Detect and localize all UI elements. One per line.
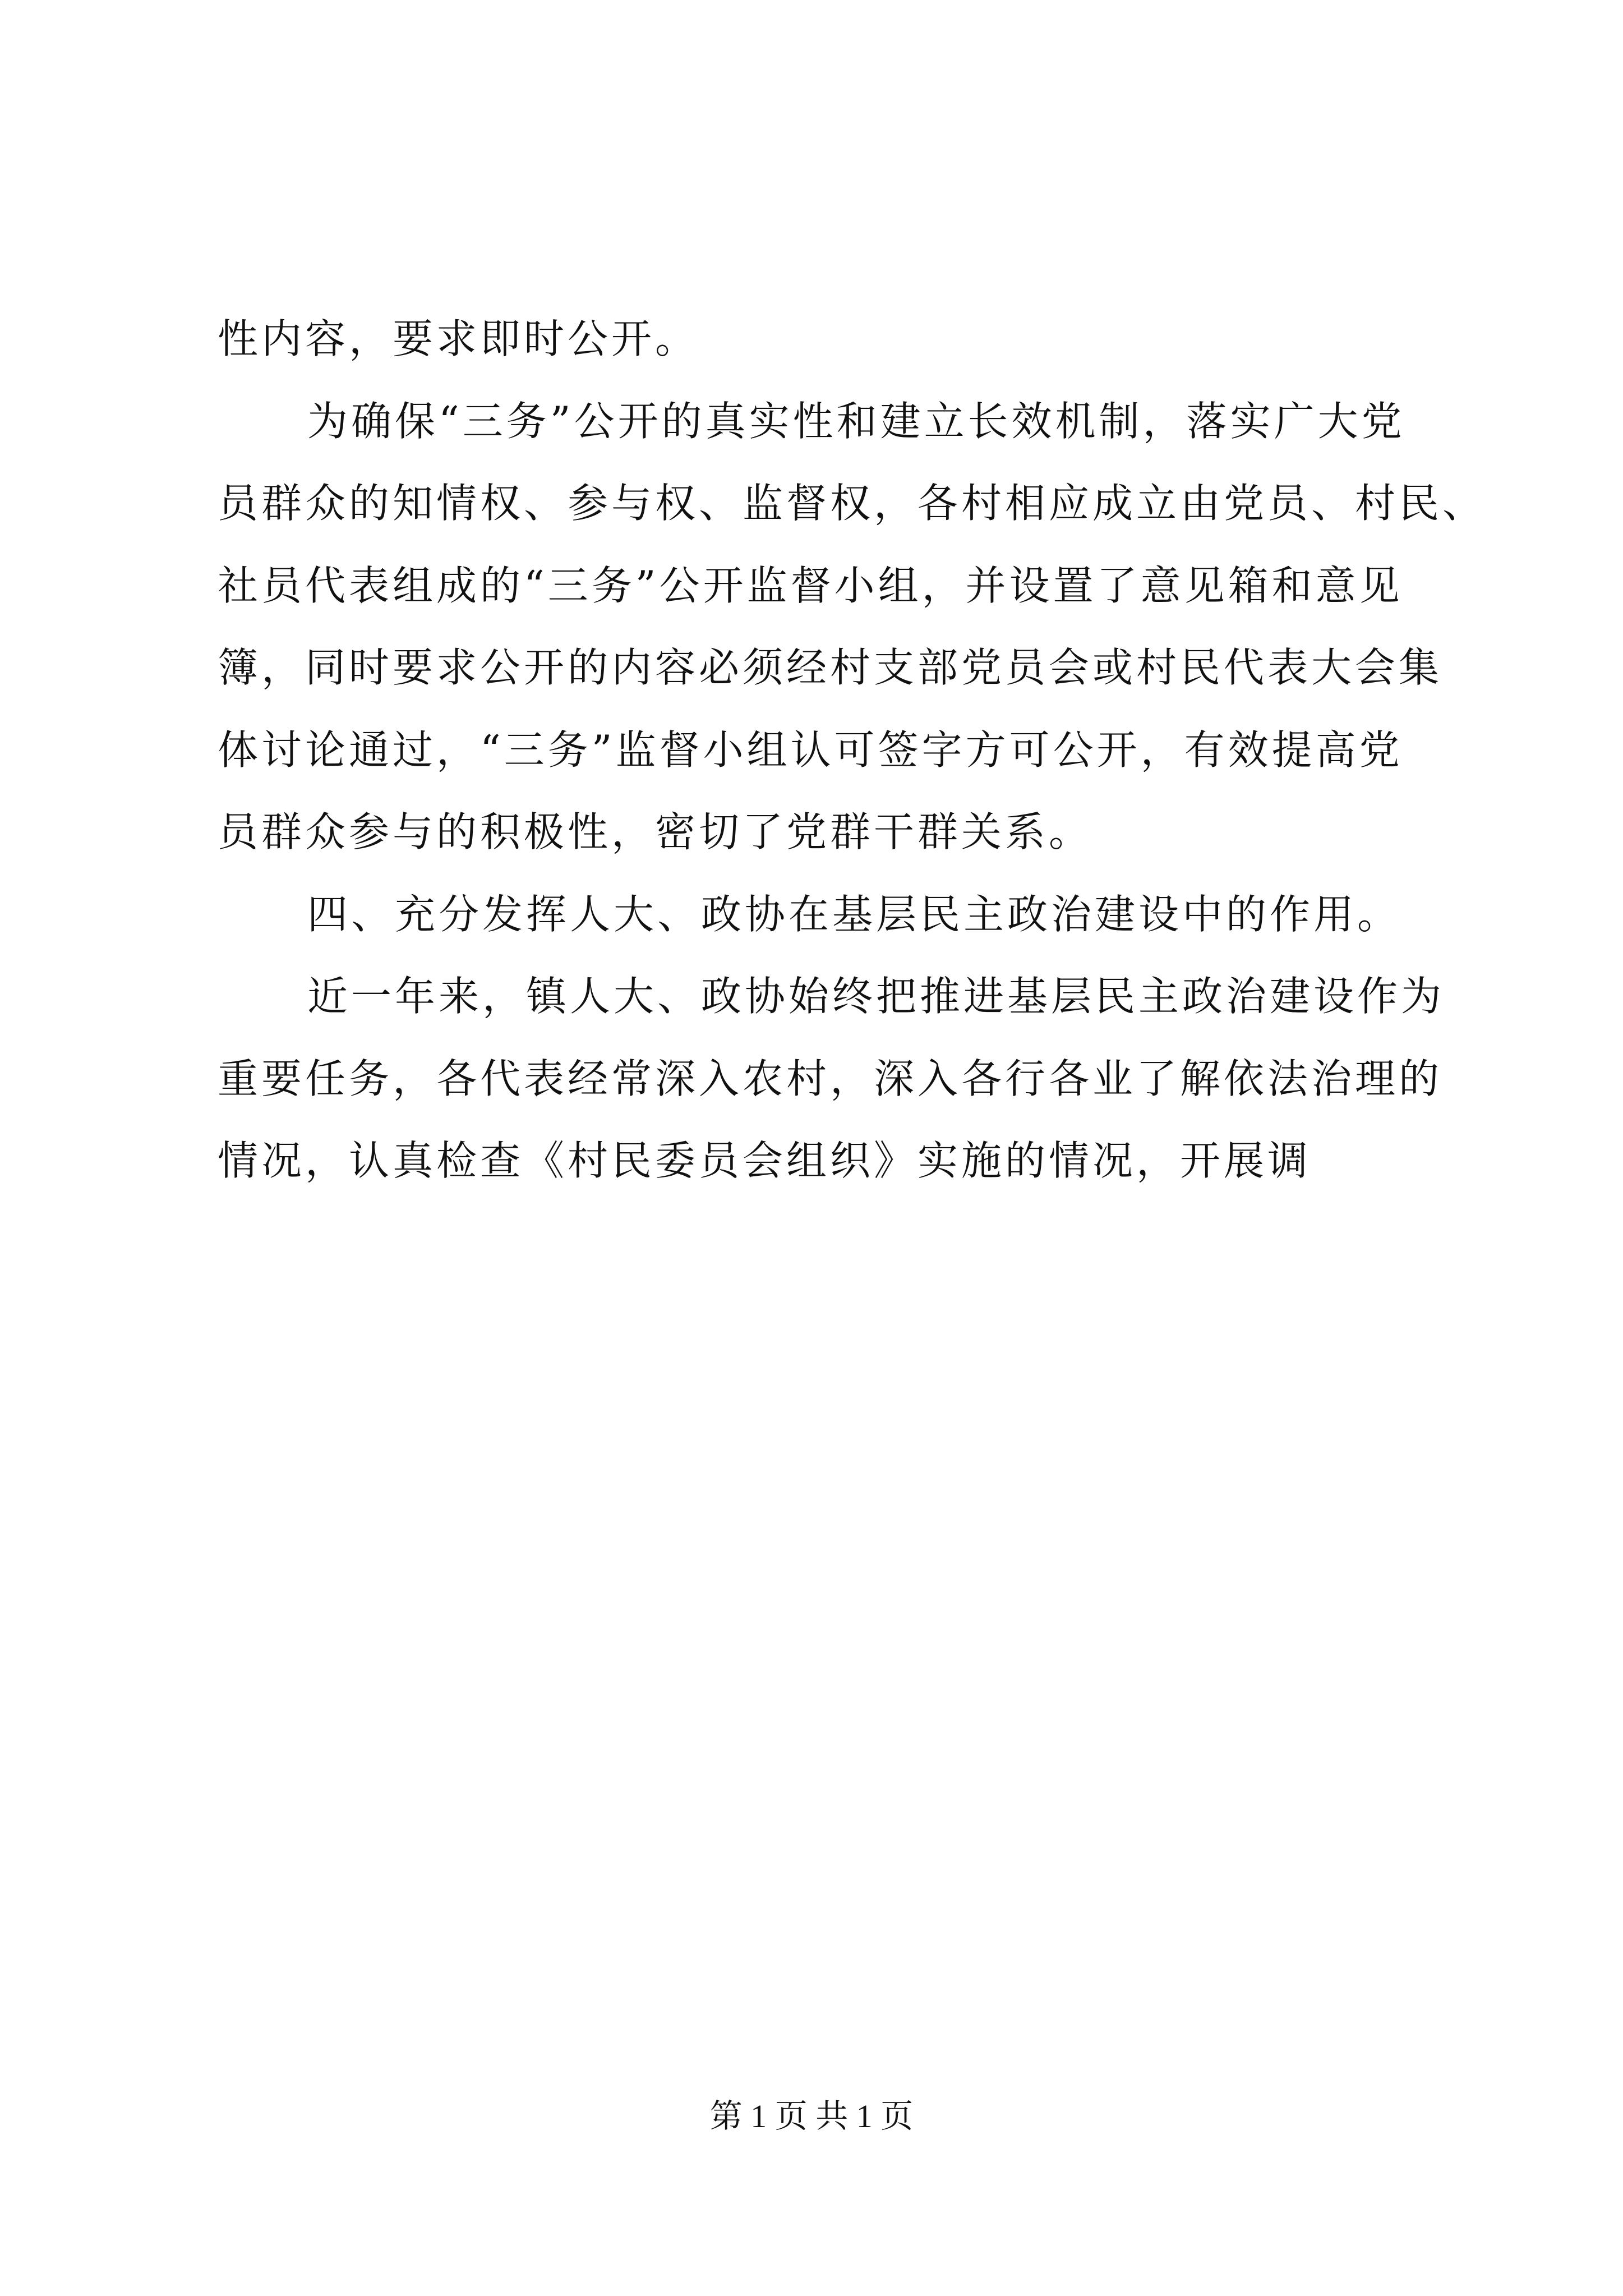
text-line: 簿，同时要求公开的内容必须经村支部党员会或村民代表大会集 [218,644,1443,691]
text-line: 员群众的知情权、参与权、监督权，各村相应成立由党员、村民、 [218,480,1487,527]
document-body [218,298,1487,1202]
text-line: 员群众参与的积极性，密切了党群干群关系。 [218,808,1093,855]
text-line: 性内容，要求即时公开。 [218,315,699,362]
text-line: 重要任务，各代表经常深入农村，深入各行各业了解依法治理的 [218,1055,1443,1102]
text-line: 体讨论通过，“三务”监督小组认可签字方可公开，有效提高党 [218,726,1403,774]
paragraph-first-line: 为确保“三务”公开的真实性和建立长效机制，落实广大党 [307,397,1405,445]
page-number-footer: 第 1 页 共 1 页 [709,2098,914,2134]
paragraph-first-line: 近一年来，镇人大、政协始终把推进基层民主政治建设作为 [307,973,1445,1020]
text-line: 情况，认真检查《村民委员会组织》实施的情况，开展调 [218,1137,1312,1184]
section-heading: 四、充分发挥人大、政协在基层民主政治建设中的作用。 [307,890,1401,938]
text-line: 社员代表组成的“三务”公开监督小组，并设置了意见箱和意见 [218,562,1403,609]
